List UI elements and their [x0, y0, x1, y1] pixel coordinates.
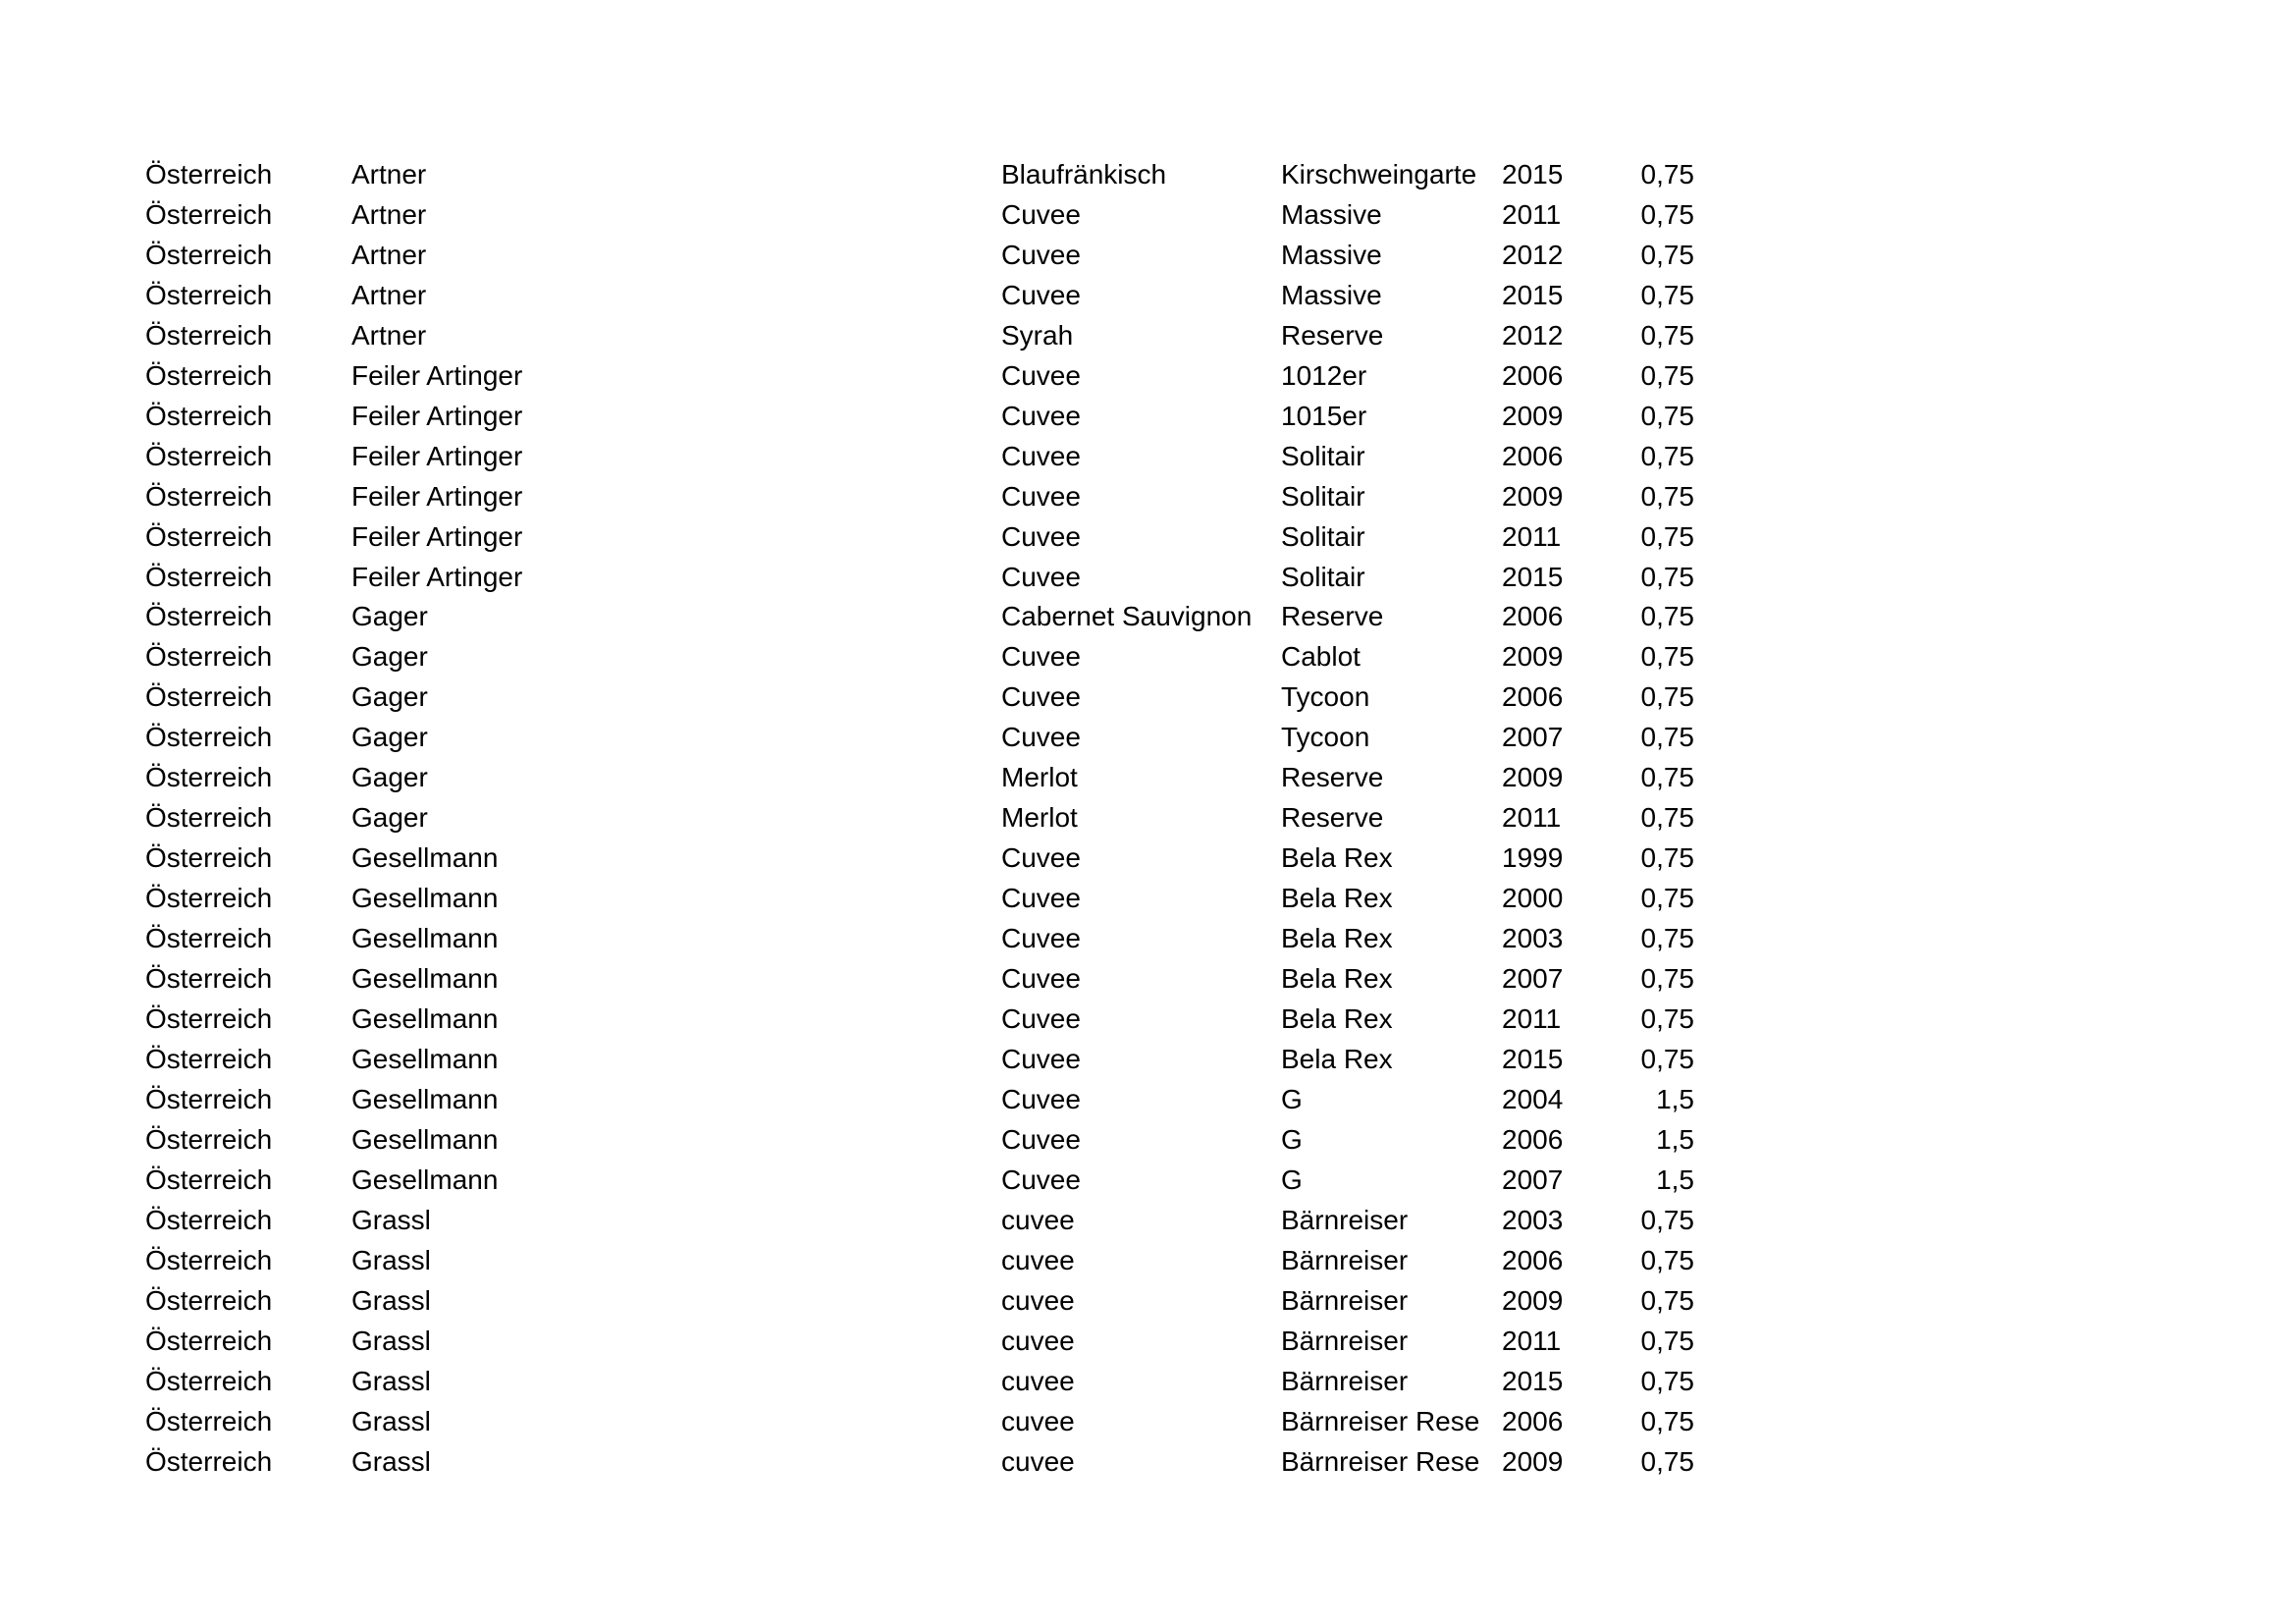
cell-bottle-size: 0,75	[1640, 520, 1694, 552]
cell-grape: cuvee	[1001, 1405, 1075, 1436]
table-row	[145, 477, 1694, 517]
cell-country: Österreich	[145, 601, 273, 632]
table-row	[145, 1080, 1694, 1120]
cell-wine-name: Kirschweingarte	[1281, 159, 1477, 189]
cell-country: Österreich	[145, 1325, 273, 1356]
cell-bottle-size: 1,5	[1656, 1083, 1694, 1114]
cell-vintage: 2009	[1502, 480, 1564, 512]
cell-country: Österreich	[145, 641, 273, 673]
cell-vintage: 2011	[1502, 520, 1562, 552]
cell-producer: Gesellmann	[351, 883, 499, 914]
cell-wine-name: G	[1281, 1083, 1303, 1114]
table-row	[145, 155, 1694, 195]
table-row	[145, 1201, 1694, 1241]
cell-country: Österreich	[145, 681, 273, 713]
cell-vintage: 2003	[1502, 923, 1564, 954]
cell-vintage: 2009	[1502, 762, 1564, 793]
cell-grape: Cuvee	[1001, 923, 1081, 954]
cell-producer: Grassl	[351, 1405, 431, 1436]
cell-producer: Artner	[351, 319, 427, 351]
table-row	[145, 597, 1694, 637]
cell-bottle-size: 0,75	[1640, 1043, 1694, 1074]
cell-vintage: 2003	[1502, 1204, 1564, 1235]
cell-grape: Cuvee	[1001, 1083, 1081, 1114]
table-row	[145, 1281, 1694, 1322]
cell-country: Österreich	[145, 1083, 273, 1114]
table-row	[145, 356, 1694, 397]
cell-vintage: 2000	[1502, 883, 1564, 914]
table-row	[145, 637, 1694, 677]
cell-grape: cuvee	[1001, 1445, 1075, 1477]
cell-country: Österreich	[145, 159, 273, 189]
cell-wine-name: Bärnreiser	[1281, 1365, 1409, 1396]
cell-bottle-size: 0,75	[1640, 1365, 1694, 1396]
cell-country: Österreich	[145, 400, 273, 431]
cell-producer: Gesellmann	[351, 923, 499, 954]
cell-vintage: 2006	[1502, 1244, 1564, 1275]
cell-wine-name: Solitair	[1281, 440, 1365, 471]
cell-vintage: 2006	[1502, 359, 1564, 391]
cell-wine-name: 1015er	[1281, 400, 1367, 431]
wine-list-body	[145, 155, 1694, 1482]
cell-grape: Cuvee	[1001, 480, 1081, 512]
cell-producer: Gager	[351, 641, 428, 673]
cell-bottle-size: 0,75	[1640, 1445, 1694, 1477]
table-row	[145, 236, 1694, 276]
table-row	[145, 1040, 1694, 1080]
table-row	[145, 1241, 1694, 1281]
cell-country: Österreich	[145, 480, 273, 512]
cell-grape: Cuvee	[1001, 198, 1081, 230]
cell-bottle-size: 0,75	[1640, 561, 1694, 592]
cell-bottle-size: 0,75	[1640, 1204, 1694, 1235]
cell-grape: Syrah	[1001, 319, 1074, 351]
cell-country: Österreich	[145, 1244, 273, 1275]
cell-grape: Cuvee	[1001, 279, 1081, 310]
cell-bottle-size: 0,75	[1640, 159, 1694, 189]
cell-grape: Blaufränkisch	[1001, 159, 1167, 189]
cell-producer: Gager	[351, 802, 428, 834]
table-row	[145, 276, 1694, 316]
cell-country: Österreich	[145, 722, 273, 753]
cell-country: Österreich	[145, 319, 273, 351]
cell-wine-name: Reserve	[1281, 601, 1384, 632]
cell-producer: Gesellmann	[351, 1003, 499, 1035]
cell-grape: cuvee	[1001, 1204, 1075, 1235]
cell-wine-name: Bärnreiser	[1281, 1284, 1409, 1316]
cell-country: Österreich	[145, 762, 273, 793]
cell-wine-name: 1012er	[1281, 359, 1367, 391]
cell-vintage: 2011	[1502, 198, 1562, 230]
cell-country: Österreich	[145, 1123, 273, 1155]
cell-vintage: 2015	[1502, 279, 1564, 310]
cell-grape: Cuvee	[1001, 440, 1081, 471]
cell-bottle-size: 0,75	[1640, 883, 1694, 914]
cell-wine-name: Tycoon	[1281, 722, 1370, 753]
cell-wine-name: Bärnreiser Rese	[1281, 1445, 1480, 1477]
cell-vintage: 2015	[1502, 1043, 1564, 1074]
cell-producer: Grassl	[351, 1284, 431, 1316]
cell-vintage: 2006	[1502, 681, 1564, 713]
table-row	[145, 1322, 1694, 1362]
cell-bottle-size: 0,75	[1640, 923, 1694, 954]
cell-country: Österreich	[145, 239, 273, 270]
cell-country: Österreich	[145, 1405, 273, 1436]
cell-country: Österreich	[145, 883, 273, 914]
cell-bottle-size: 0,75	[1640, 601, 1694, 632]
cell-vintage: 2006	[1502, 601, 1564, 632]
cell-wine-name: Solitair	[1281, 520, 1365, 552]
table-row	[145, 1161, 1694, 1201]
cell-bottle-size: 0,75	[1640, 1244, 1694, 1275]
cell-vintage: 2006	[1502, 1405, 1564, 1436]
cell-country: Österreich	[145, 1003, 273, 1035]
cell-vintage: 2007	[1502, 722, 1564, 753]
cell-wine-name: Bela Rex	[1281, 963, 1393, 995]
cell-producer: Gesellmann	[351, 1083, 499, 1114]
cell-vintage: 2007	[1502, 963, 1564, 995]
cell-grape: Cuvee	[1001, 1123, 1081, 1155]
cell-country: Österreich	[145, 520, 273, 552]
cell-producer: Grassl	[351, 1445, 431, 1477]
cell-country: Österreich	[145, 1445, 273, 1477]
cell-producer: Gesellmann	[351, 1164, 499, 1195]
cell-country: Österreich	[145, 440, 273, 471]
cell-wine-name: Bärnreiser	[1281, 1325, 1409, 1356]
cell-producer: Gesellmann	[351, 1123, 499, 1155]
cell-country: Österreich	[145, 561, 273, 592]
cell-producer: Feiler Artinger	[351, 400, 523, 431]
cell-bottle-size: 0,75	[1640, 641, 1694, 673]
cell-producer: Grassl	[351, 1204, 431, 1235]
cell-producer: Gager	[351, 601, 428, 632]
cell-vintage: 2007	[1502, 1164, 1564, 1195]
cell-vintage: 2015	[1502, 1365, 1564, 1396]
table-row	[145, 959, 1694, 1000]
cell-grape: Cuvee	[1001, 842, 1081, 874]
cell-grape: Cuvee	[1001, 722, 1081, 753]
cell-wine-name: Tycoon	[1281, 681, 1370, 713]
cell-grape: Cabernet Sauvignon	[1001, 601, 1253, 632]
table-row	[145, 1442, 1694, 1483]
cell-grape: Cuvee	[1001, 641, 1081, 673]
cell-producer: Feiler Artinger	[351, 520, 523, 552]
cell-vintage: 2012	[1502, 239, 1564, 270]
cell-wine-name: Bela Rex	[1281, 1043, 1393, 1074]
cell-producer: Feiler Artinger	[351, 359, 523, 391]
cell-country: Österreich	[145, 359, 273, 391]
cell-wine-name: Bela Rex	[1281, 1003, 1393, 1035]
cell-bottle-size: 0,75	[1640, 762, 1694, 793]
table-row	[145, 839, 1694, 879]
cell-grape: Cuvee	[1001, 1003, 1081, 1035]
cell-wine-name: Solitair	[1281, 561, 1365, 592]
cell-producer: Feiler Artinger	[351, 561, 523, 592]
table-row	[145, 718, 1694, 758]
table-row	[145, 1120, 1694, 1161]
cell-wine-name: Cablot	[1281, 641, 1361, 673]
cell-wine-name: Bela Rex	[1281, 883, 1393, 914]
cell-bottle-size: 0,75	[1640, 279, 1694, 310]
cell-bottle-size: 0,75	[1640, 319, 1694, 351]
cell-wine-name: G	[1281, 1123, 1303, 1155]
cell-grape: cuvee	[1001, 1325, 1075, 1356]
cell-vintage: 2011	[1502, 1003, 1562, 1035]
table-row	[145, 1402, 1694, 1442]
cell-producer: Gesellmann	[351, 963, 499, 995]
table-row	[145, 558, 1694, 598]
cell-grape: Merlot	[1001, 762, 1078, 793]
cell-country: Österreich	[145, 1164, 273, 1195]
cell-bottle-size: 0,75	[1640, 480, 1694, 512]
cell-vintage: 2009	[1502, 1284, 1564, 1316]
cell-country: Österreich	[145, 1043, 273, 1074]
cell-producer: Feiler Artinger	[351, 480, 523, 512]
cell-producer: Gager	[351, 762, 428, 793]
cell-vintage: 2006	[1502, 440, 1564, 471]
cell-bottle-size: 0,75	[1640, 722, 1694, 753]
cell-country: Österreich	[145, 1204, 273, 1235]
cell-bottle-size: 0,75	[1640, 1325, 1694, 1356]
cell-bottle-size: 0,75	[1640, 440, 1694, 471]
cell-country: Österreich	[145, 1365, 273, 1396]
cell-vintage: 2009	[1502, 400, 1564, 431]
table-row	[145, 1000, 1694, 1040]
cell-producer: Grassl	[351, 1365, 431, 1396]
cell-producer: Gesellmann	[351, 1043, 499, 1074]
table-row	[145, 677, 1694, 718]
cell-wine-name: Reserve	[1281, 762, 1384, 793]
cell-wine-name: Reserve	[1281, 319, 1384, 351]
cell-vintage: 2011	[1502, 802, 1562, 834]
cell-bottle-size: 1,5	[1656, 1164, 1694, 1195]
cell-bottle-size: 0,75	[1640, 1284, 1694, 1316]
cell-wine-name: Bärnreiser	[1281, 1244, 1409, 1275]
table-row	[145, 437, 1694, 477]
cell-vintage: 2009	[1502, 641, 1564, 673]
cell-bottle-size: 1,5	[1656, 1123, 1694, 1155]
cell-country: Österreich	[145, 963, 273, 995]
cell-producer: Artner	[351, 198, 427, 230]
cell-bottle-size: 0,75	[1640, 359, 1694, 391]
cell-grape: Cuvee	[1001, 1043, 1081, 1074]
table-row	[145, 879, 1694, 919]
cell-grape: Cuvee	[1001, 561, 1081, 592]
cell-bottle-size: 0,75	[1640, 1405, 1694, 1436]
cell-producer: Feiler Artinger	[351, 440, 523, 471]
cell-country: Österreich	[145, 279, 273, 310]
cell-bottle-size: 0,75	[1640, 400, 1694, 431]
cell-wine-name: Massive	[1281, 279, 1382, 310]
cell-producer: Grassl	[351, 1244, 431, 1275]
cell-vintage: 2012	[1502, 319, 1564, 351]
cell-bottle-size: 0,75	[1640, 239, 1694, 270]
cell-wine-name: G	[1281, 1164, 1303, 1195]
cell-vintage: 2006	[1502, 1123, 1564, 1155]
cell-grape: cuvee	[1001, 1244, 1075, 1275]
cell-grape: Cuvee	[1001, 239, 1081, 270]
cell-wine-name: Bärnreiser	[1281, 1204, 1409, 1235]
cell-country: Österreich	[145, 842, 273, 874]
cell-wine-name: Bela Rex	[1281, 842, 1393, 874]
cell-producer: Gager	[351, 681, 428, 713]
cell-grape: cuvee	[1001, 1365, 1075, 1396]
cell-vintage: 2015	[1502, 561, 1564, 592]
cell-vintage: 2004	[1502, 1083, 1564, 1114]
cell-grape: Merlot	[1001, 802, 1078, 834]
cell-wine-name: Massive	[1281, 239, 1382, 270]
cell-vintage: 1999	[1502, 842, 1564, 874]
table-row	[145, 798, 1694, 839]
cell-producer: Gesellmann	[351, 842, 499, 874]
cell-bottle-size: 0,75	[1640, 842, 1694, 874]
cell-producer: Artner	[351, 239, 427, 270]
cell-bottle-size: 0,75	[1640, 963, 1694, 995]
wine-list-table	[145, 155, 1694, 1482]
table-row	[145, 517, 1694, 558]
cell-grape: Cuvee	[1001, 883, 1081, 914]
cell-producer: Artner	[351, 159, 427, 189]
cell-bottle-size: 0,75	[1640, 1003, 1694, 1035]
cell-wine-name: Solitair	[1281, 480, 1365, 512]
cell-producer: Gager	[351, 722, 428, 753]
cell-vintage: 2009	[1502, 1445, 1564, 1477]
cell-wine-name: Reserve	[1281, 802, 1384, 834]
table-row	[145, 316, 1694, 356]
cell-bottle-size: 0,75	[1640, 198, 1694, 230]
cell-grape: cuvee	[1001, 1284, 1075, 1316]
cell-grape: Cuvee	[1001, 963, 1081, 995]
cell-grape: Cuvee	[1001, 520, 1081, 552]
cell-producer: Artner	[351, 279, 427, 310]
cell-producer: Grassl	[351, 1325, 431, 1356]
cell-bottle-size: 0,75	[1640, 802, 1694, 834]
table-row	[145, 397, 1694, 437]
cell-grape: Cuvee	[1001, 1164, 1081, 1195]
cell-wine-name: Massive	[1281, 198, 1382, 230]
table-row	[145, 195, 1694, 236]
cell-country: Österreich	[145, 1284, 273, 1316]
cell-vintage: 2015	[1502, 159, 1564, 189]
cell-wine-name: Bärnreiser Rese	[1281, 1405, 1480, 1436]
table-row	[145, 758, 1694, 798]
cell-wine-name: Bela Rex	[1281, 923, 1393, 954]
cell-vintage: 2011	[1502, 1325, 1562, 1356]
cell-bottle-size: 0,75	[1640, 681, 1694, 713]
cell-country: Österreich	[145, 802, 273, 834]
cell-country: Österreich	[145, 198, 273, 230]
cell-grape: Cuvee	[1001, 681, 1081, 713]
cell-country: Österreich	[145, 923, 273, 954]
table-row	[145, 919, 1694, 959]
table-row	[145, 1362, 1694, 1402]
cell-grape: Cuvee	[1001, 359, 1081, 391]
cell-grape: Cuvee	[1001, 400, 1081, 431]
